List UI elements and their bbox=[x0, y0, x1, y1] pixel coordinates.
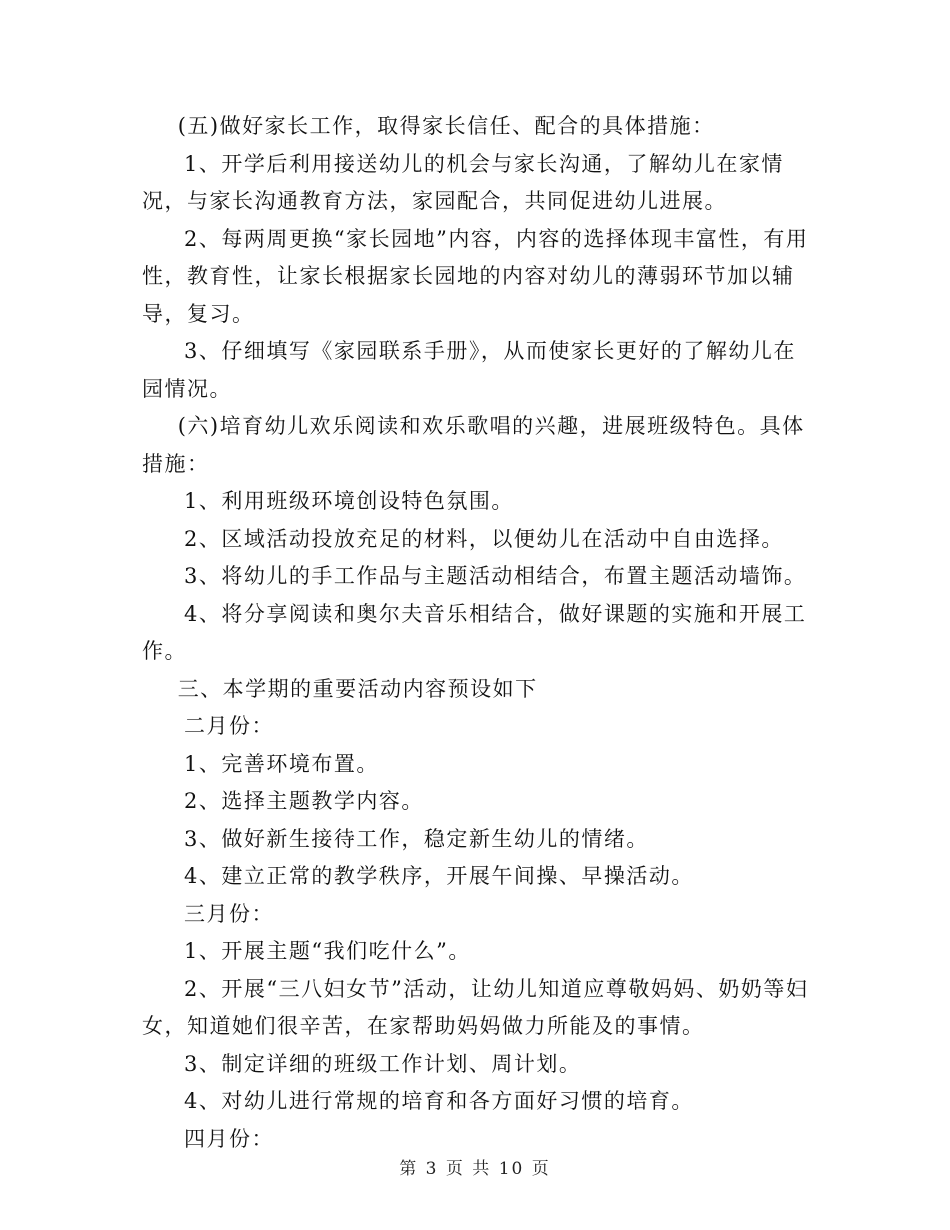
paragraph: 1、完善环境布置。 bbox=[184, 751, 379, 776]
paragraph: 1、利用班级环境创设特色氛围。 bbox=[184, 489, 514, 513]
paragraph: 3、仔细填写《家园联系手册》，从而使家长更好的了解幼儿在园情况。 bbox=[142, 339, 796, 401]
paragraph: 3、制定详细的班级工作计划、周计划。 bbox=[184, 1051, 582, 1076]
paragraph: 2、区域活动投放充足的材料，以便幼儿在活动中自由选择。 bbox=[184, 526, 784, 551]
paragraph: 4、建立正常的教学秩序，开展午间操、早操活动。 bbox=[184, 864, 694, 888]
paragraph: 4、对幼儿进行常规的培育和各方面好习惯的培育。 bbox=[184, 1089, 694, 1113]
paragraph: 2、选择主题教学内容。 bbox=[184, 789, 424, 813]
paragraph: 4、将分享阅读和奥尔夫音乐相结合，做好课题的实施和开展工作。 bbox=[142, 601, 807, 663]
section-heading-6: (六)培育幼儿欢乐阅读和欢乐歌唱的兴趣，进展班级特色。具体措施： bbox=[142, 414, 805, 476]
month-heading-march: 三月份： bbox=[184, 901, 274, 926]
paragraph: 1、开学后利用接送幼儿的机会与家长沟通，了解幼儿在家情况，与家长沟通教育方法，家园配合，共同促进幼儿进展。 bbox=[142, 151, 784, 213]
section-heading-3: 三、本学期的重要活动内容预设如下 bbox=[177, 676, 538, 701]
month-heading-april: 四月份： bbox=[184, 1126, 274, 1151]
paragraph: 2、开展“三八妇女节”活动，让幼儿知道应尊敬妈妈、奶奶等妇女，知道她们很辛苦，在家帮助妈妈做力所能及的事情。 bbox=[142, 976, 809, 1038]
document-body bbox=[142, 108, 810, 1158]
paragraph: 2、每两周更换“家长园地”内容，内容的选择体现丰富性，有用性，教育性，让家长根据家长园地的内容对幼儿的薄弱环节加以辅导，复习。 bbox=[142, 226, 809, 326]
month-heading-february: 二月份： bbox=[184, 714, 274, 738]
paragraph: 3、做好新生接待工作，稳定新生幼儿的情绪。 bbox=[184, 826, 649, 851]
page-number-footer: 第 3 页 共 10 页 bbox=[399, 1159, 551, 1179]
paragraph: 1、开展主题“我们吃什么”。 bbox=[184, 939, 471, 963]
paragraph: 3、将幼儿的手工作品与主题活动相结合，布置主题活动墙饰。 bbox=[184, 564, 807, 588]
section-heading-5: (五)做好家长工作，取得家长信任、配合的具体措施： bbox=[177, 114, 715, 138]
